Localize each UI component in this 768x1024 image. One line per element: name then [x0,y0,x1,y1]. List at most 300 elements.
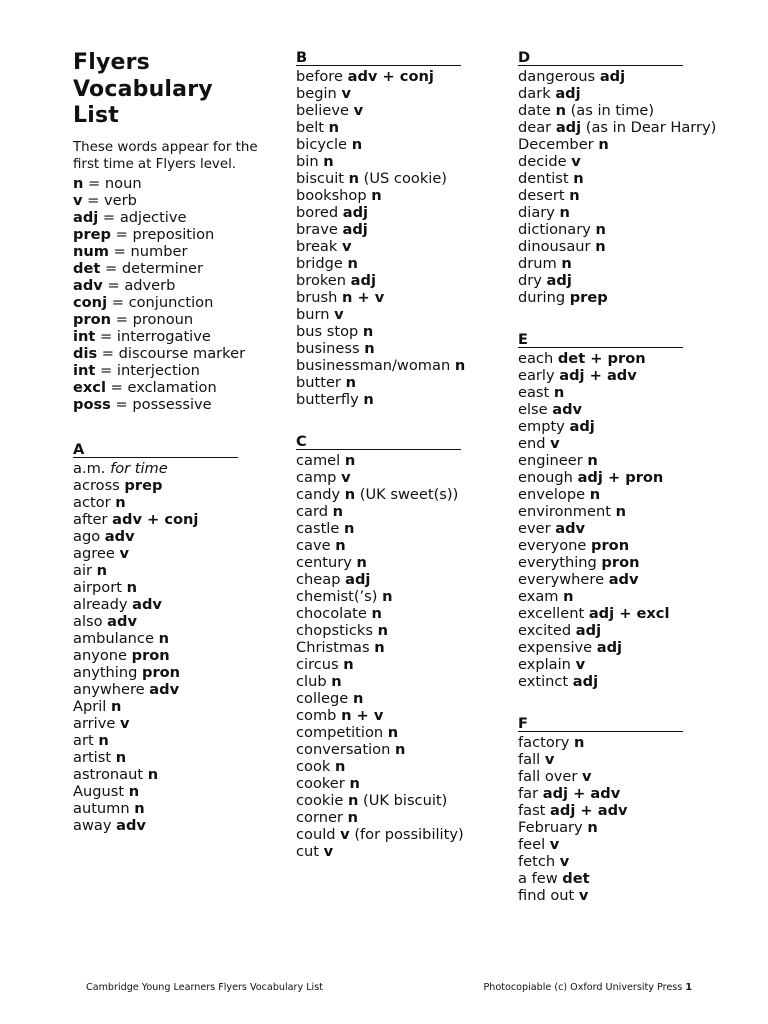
part-of-speech: v [353,102,364,119]
part-of-speech: n [563,588,574,605]
vocab-word: bin [296,153,319,170]
section-letter-heading: B [296,50,461,66]
vocab-entry [296,68,496,85]
vocab-entry [518,520,718,537]
abbreviation-code: int [73,327,96,345]
part-of-speech: n [573,170,584,187]
vocab-word: a.m. [73,459,106,477]
usage-note: for time [110,459,168,477]
part-of-speech: pron [142,663,181,681]
abbreviation-meaning: possessive [132,395,212,413]
vocab-word: bored [296,204,339,221]
vocab-entry [73,715,263,732]
letter-section-a [73,442,263,834]
part-of-speech: n [559,204,570,221]
vocab-word: December [518,136,594,153]
vocab-word: believe [296,102,349,119]
part-of-speech: n [394,741,406,758]
vocab-word: bicycle [296,136,348,153]
abbreviation-meaning: number [130,242,188,260]
vocab-word: cheap [296,571,341,588]
vocab-entry [73,460,263,477]
abbreviation-item: adj = adjective [73,208,187,226]
vocab-word: chopsticks [296,622,373,639]
vocab-word: cook [296,758,331,775]
abbreviation-code: prep [73,225,111,243]
vocab-word: could [296,826,336,843]
part-of-speech: adj [350,272,376,289]
part-of-speech: n [323,153,334,170]
part-of-speech: v [341,85,351,102]
part-of-speech: v [119,544,129,562]
intro-text: These words appear for the first time at Flyers level. [73,139,258,172]
vocab-word: after [73,510,108,528]
vocab-entry [518,238,718,255]
vocab-entry [518,853,718,870]
part-of-speech: v [571,153,581,170]
vocab-entry [296,306,496,323]
part-of-speech: adj + excl [588,605,670,622]
page-number: 1 [685,982,692,993]
vocab-entry [296,391,496,408]
part-of-speech: n [555,102,566,119]
abbreviation-meaning: determiner [121,259,204,277]
usage-note: (UK biscuit) [363,792,448,809]
vocab-entry [296,136,496,153]
abbreviation-meaning: adjective [119,208,187,226]
part-of-speech: n [96,561,108,579]
vocab-entry [518,153,718,170]
part-of-speech: n [587,819,598,836]
vocab-word: begin [296,85,337,102]
vocab-word: businessman/woman [296,357,451,374]
vocab-word: expensive [518,639,593,656]
usage-note: (for possibility) [354,826,464,843]
vocab-entry [296,656,496,673]
vocab-word: excellent [518,605,585,622]
vocab-entry [296,520,496,537]
abbreviation-item: num = number [73,242,188,260]
abbreviation-code: n [73,174,84,192]
vocab-word: ago [73,527,101,545]
part-of-speech: v [120,714,130,732]
vocab-entry [296,357,496,374]
vocab-entry [296,673,496,690]
part-of-speech: n [128,782,140,800]
section-letter-heading: A [73,442,238,458]
part-of-speech: adv [555,520,586,537]
abbreviation-item: conj = conjunction [73,293,214,311]
vocab-entry [518,350,718,367]
part-of-speech: n [335,537,346,554]
vocab-entry [518,435,718,452]
part-of-speech: v [575,656,586,673]
abbreviation-code: poss [73,395,111,413]
vocab-entry [73,613,263,630]
footer-copyright-text: Photocopiable (c) Oxford University Press [483,982,683,993]
vocab-entry [73,647,263,664]
vocab-entry [518,469,718,486]
vocab-entry [296,340,496,357]
vocab-word: butterfly [296,391,359,408]
part-of-speech: adj + adv [542,785,621,802]
vocab-entry [73,630,263,647]
part-of-speech: n [356,554,367,571]
vocab-entry [518,673,718,690]
vocab-entry [296,775,496,792]
part-of-speech: n [158,629,169,647]
vocab-word: enough [518,469,573,486]
vocab-entry [73,511,263,528]
section-letter-heading: D [518,50,683,66]
usage-note: (as in time) [570,102,655,119]
vocab-word: extinct [518,673,569,690]
abbreviation-item: pron = pronoun [73,310,194,328]
part-of-speech: n [569,187,580,204]
vocab-word: find out [518,887,575,904]
vocab-entry [73,681,263,698]
vocab-entry [518,537,718,554]
vocab-word: camp [296,469,337,486]
vocab-word: butter [296,374,341,391]
vocab-word: empty [518,418,565,435]
vocab-entry [296,221,496,238]
vocab-entry [296,826,496,843]
abbreviation-meaning: preposition [132,225,215,243]
vocab-entry [73,766,263,783]
vocab-word: environment [518,503,611,520]
vocab-word: brush [296,289,338,306]
vocab-entry [518,255,718,272]
abbreviation-code: dis [73,344,98,362]
part-of-speech: n [371,187,382,204]
vocab-entry [518,639,718,656]
vocab-entry [73,783,263,800]
footer-title: Cambridge Young Learners Flyers Vocabulary List [86,982,323,993]
part-of-speech: det [562,870,590,887]
vocab-entry [296,622,496,639]
part-of-speech: n [352,690,364,707]
abbreviation-meaning: conjunction [128,293,214,311]
vocab-word: envelope [518,486,586,503]
abbreviation-code: num [73,242,109,260]
vocab-word: chemist(’s) [296,588,378,605]
vocab-word: everywhere [518,571,605,588]
vocab-word: a few [518,870,558,887]
vocab-word: exam [518,588,559,605]
vocab-word: arrive [73,714,116,732]
vocab-word: circus [296,656,339,673]
part-of-speech: prep [569,289,608,306]
vocab-word: drum [518,255,557,272]
vocab-entry [296,170,496,187]
vocab-word: everything [518,554,597,571]
vocab-word: candy [296,486,341,503]
part-of-speech: n [363,391,374,408]
vocab-word: belt [296,119,325,136]
vocab-entry [518,384,718,401]
vocab-word: Christmas [296,639,370,656]
part-of-speech: adj + pron [577,469,664,486]
part-of-speech: n [351,136,363,153]
vocab-entry [73,698,263,715]
abbreviation-item: poss = possessive [73,395,212,413]
part-of-speech: n [348,792,359,809]
vocab-entry [518,85,718,102]
part-of-speech: adj [555,119,582,136]
vocab-entry [518,136,718,153]
part-of-speech: n [349,775,360,792]
vocab-entry [518,170,718,187]
vocab-entry [296,588,496,605]
part-of-speech: adj + adv [550,802,628,819]
usage-note: (US cookie) [363,170,447,187]
vocab-word: desert [518,187,565,204]
vocab-word: artist [73,748,112,766]
vocab-word: across [73,476,120,494]
vocab-word: April [73,697,107,715]
vocab-entry [518,554,718,571]
part-of-speech: n [348,170,360,187]
vocab-word: dentist [518,170,569,187]
vocab-entry [296,758,496,775]
section-letter-heading: F [518,716,683,732]
vocab-entry [296,119,496,136]
part-of-speech: n [344,452,356,469]
vocab-entry [518,802,718,819]
part-of-speech: pron [591,537,630,554]
part-of-speech: n [343,656,354,673]
part-of-speech: n [454,357,466,374]
part-of-speech: v [559,853,570,870]
letter-section-d [518,50,718,306]
vocab-entry [518,571,718,588]
vocab-entry [73,494,263,511]
vocab-entry [296,486,496,503]
part-of-speech: n [347,809,358,826]
part-of-speech: n [147,765,159,783]
vocab-word: ever [518,520,551,537]
vocab-entry [518,836,718,853]
part-of-speech: n [377,622,388,639]
vocab-word: early [518,367,555,384]
vocab-entry [518,588,718,605]
part-of-speech: n [589,486,601,503]
vocab-word: art [73,731,94,749]
vocab-entry [73,579,263,596]
vocab-entry [296,374,496,391]
part-of-speech: v [549,836,560,853]
vocab-entry [73,732,263,749]
column-3 [518,50,718,904]
vocab-word: club [296,673,327,690]
abbreviation-code: excl [73,378,106,396]
vocab-word: bookshop [296,187,367,204]
vocab-entry [518,289,718,306]
vocab-word: card [296,503,328,520]
usage-note: (as in Dear Harry) [585,119,717,136]
part-of-speech: n [334,758,346,775]
vocab-entry [296,843,496,860]
abbreviation-code: conj [73,293,108,311]
part-of-speech: n [615,503,626,520]
vocab-word: decide [518,153,567,170]
abbreviation-meaning: verb [104,191,137,209]
vocab-entry [296,724,496,741]
vocab-entry [518,187,718,204]
vocab-entry [296,503,496,520]
part-of-speech: adv + conj [347,68,434,85]
vocab-word: ambulance [73,629,154,647]
vocab-entry [296,554,496,571]
part-of-speech: n [344,486,356,503]
column-2 [296,50,496,860]
vocab-word: college [296,690,349,707]
vocab-entry [73,749,263,766]
vocab-entry [518,503,718,520]
part-of-speech: det + pron [557,350,646,367]
vocab-entry [518,887,718,904]
vocab-word: conversation [296,741,391,758]
part-of-speech: n [587,452,598,469]
vocab-word: century [296,554,352,571]
vocab-word: date [518,102,551,119]
vocab-word: excited [518,622,572,639]
part-of-speech: v [578,887,589,904]
vocab-word: fetch [518,853,556,870]
abbreviation-code: v [73,191,83,209]
part-of-speech: v [334,306,344,323]
vocab-entry [296,238,496,255]
part-of-speech: n [343,520,355,537]
vocab-entry [296,187,496,204]
abbreviation-item: v = verb [73,191,137,209]
vocab-entry [296,153,496,170]
vocab-word: bridge [296,255,343,272]
vocab-entry [296,639,496,656]
part-of-speech: adv [149,680,180,698]
part-of-speech: adj [345,571,371,588]
vocab-word: east [518,384,550,401]
abbreviation-meaning: interrogative [116,327,211,345]
vocab-entry [518,68,718,85]
vocab-word: break [296,238,338,255]
vocab-word: dear [518,119,552,136]
vocab-entry [518,734,718,751]
part-of-speech: adj [569,418,595,435]
vocab-word: agree [73,544,115,562]
part-of-speech: adj [555,85,581,102]
part-of-speech: adj [575,622,602,639]
footer-copyright [484,982,693,993]
vocab-word: camel [296,452,341,469]
vocab-entry [73,664,263,681]
part-of-speech: n [331,673,342,690]
vocab-entry [518,119,718,136]
vocab-word: comb [296,707,337,724]
vocab-word: anyone [73,646,127,664]
part-of-speech: n [115,493,126,511]
part-of-speech: v [341,469,351,486]
part-of-speech: n [382,588,393,605]
vocab-word: away [73,816,112,834]
column-1 [73,50,263,834]
vocab-entry [518,870,718,887]
part-of-speech: n [553,384,565,401]
vocab-entry [296,452,496,469]
vocab-word: autumn [73,799,130,817]
vocab-word: competition [296,724,384,741]
vocab-entry [296,323,496,340]
part-of-speech: adv + conj [112,510,199,528]
part-of-speech: n [134,799,145,817]
part-of-speech: adv [552,401,583,418]
abbreviation-item: n = noun [73,174,142,192]
vocab-word: castle [296,520,340,537]
part-of-speech: n [98,731,109,749]
vocab-entry [518,622,718,639]
vocab-entry [296,571,496,588]
vocab-word: biscuit [296,170,344,187]
usage-note: (UK sweet(s)) [359,486,459,503]
vocab-word: air [73,561,92,579]
vocab-entry [296,204,496,221]
vocab-word: chocolate [296,605,367,622]
part-of-speech: adj [599,68,626,85]
part-of-speech: n [561,255,572,272]
vocab-word: factory [518,734,570,751]
letter-section-b [296,50,496,408]
letter-section-f [518,716,718,904]
part-of-speech: v [323,843,334,860]
part-of-speech: v [582,768,592,785]
vocab-word: airport [73,578,122,596]
section-letter-heading: E [518,332,683,348]
vocab-word: during [518,289,566,306]
part-of-speech: adv [132,595,162,613]
vocab-word: end [518,435,546,452]
vocab-word: also [73,612,103,630]
part-of-speech: v [341,238,352,255]
abbreviation-meaning: pronoun [132,310,194,328]
part-of-speech: n [595,221,606,238]
vocab-word: each [518,350,554,367]
vocab-word: everyone [518,537,587,554]
part-of-speech: n [387,724,399,741]
title-line: Flyers [73,50,150,75]
vocab-entry [518,486,718,503]
part-of-speech: n [362,323,374,340]
title-line: Vocabulary [73,76,213,102]
abbreviation-meaning: discourse marker [118,344,246,362]
part-of-speech: adj [596,639,623,656]
part-of-speech: n [374,639,385,656]
vocab-entry [73,817,263,834]
part-of-speech: adv [107,612,137,630]
vocab-entry [296,272,496,289]
part-of-speech: prep [124,476,163,494]
vocab-word: cut [296,843,319,860]
part-of-speech: n [332,503,344,520]
part-of-speech: v [544,751,555,768]
part-of-speech: adv [104,527,135,545]
vocab-entry [296,289,496,306]
part-of-speech: adj [342,221,368,238]
vocab-word: corner [296,809,343,826]
vocab-word: far [518,785,539,802]
vocab-word: dictionary [518,221,591,238]
abbreviation-meaning: interjection [116,361,200,379]
